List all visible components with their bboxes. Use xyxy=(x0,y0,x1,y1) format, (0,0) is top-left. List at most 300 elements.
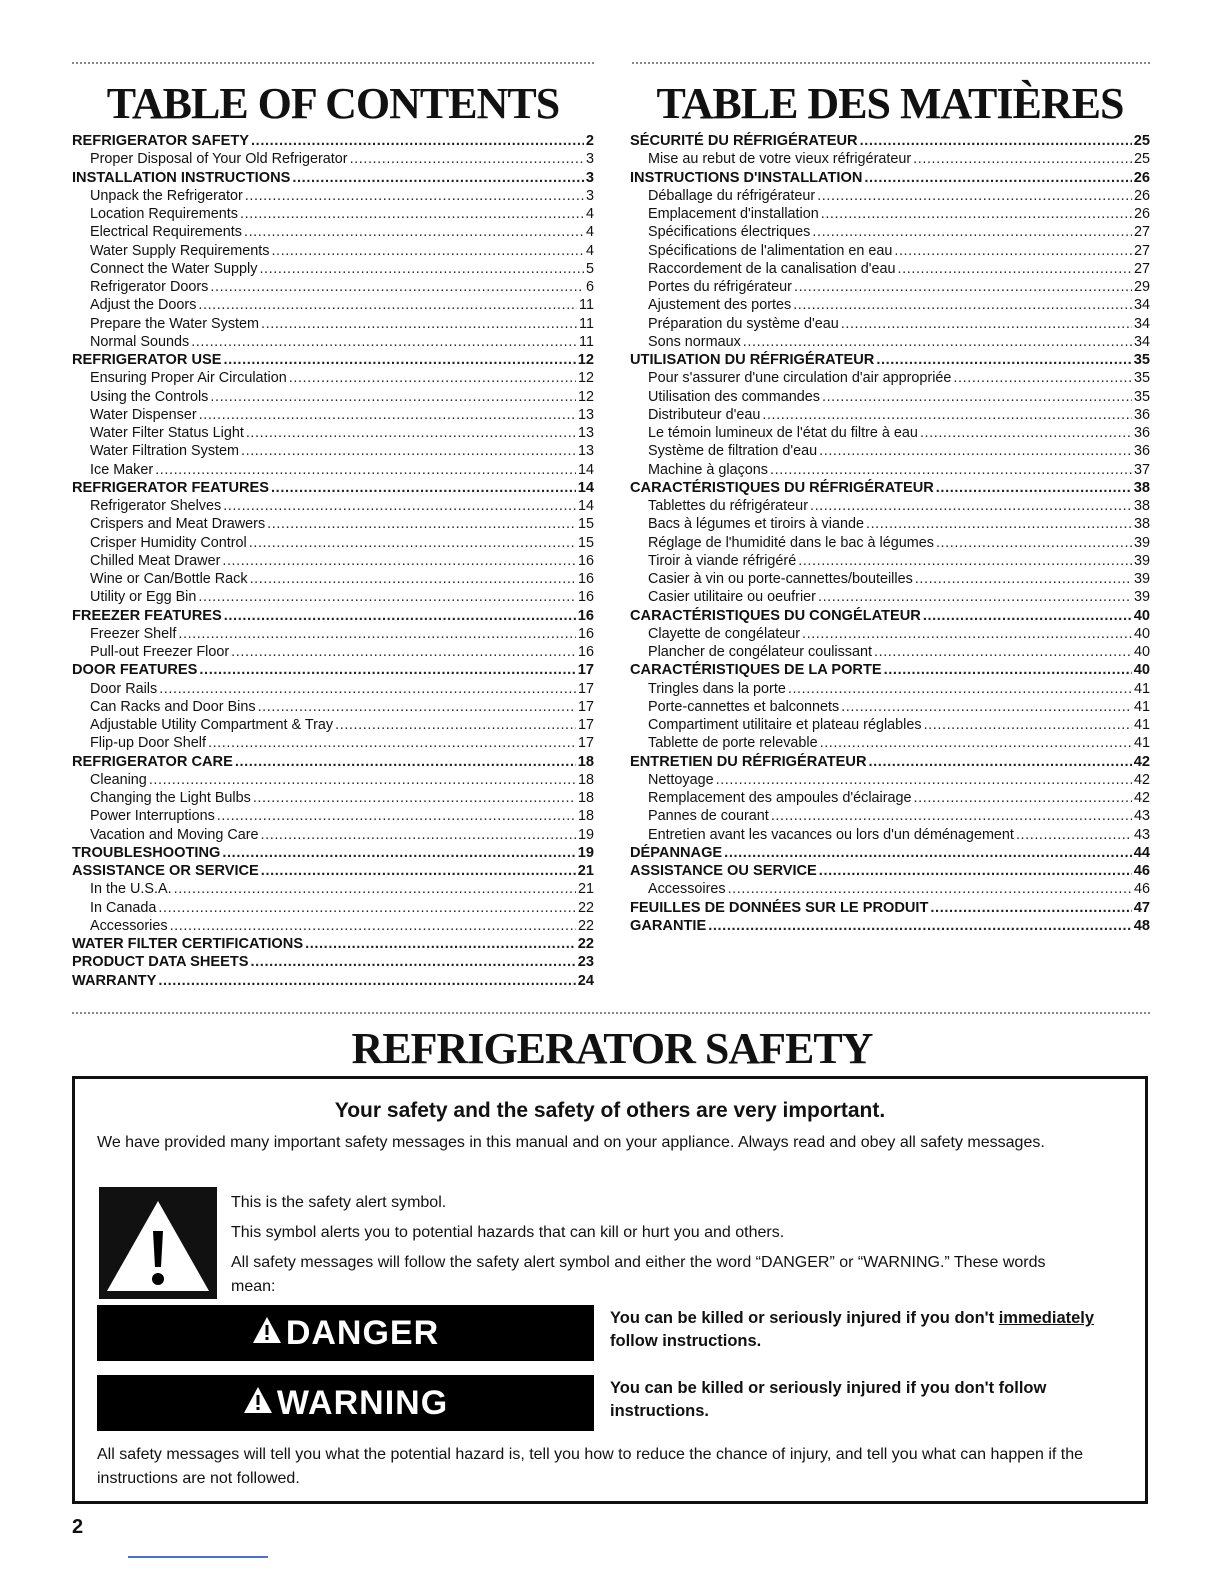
toc-entry xyxy=(72,479,594,497)
toc-entry-label: Nettoyage xyxy=(648,771,714,788)
toc-entry-label: INSTALLATION INSTRUCTIONS xyxy=(72,169,291,186)
toc-entry xyxy=(630,497,1150,515)
toc-entry xyxy=(630,607,1150,625)
toc-entry xyxy=(630,734,1150,752)
toc-entry xyxy=(630,807,1150,825)
toc-entry-label: Wine or Can/Bottle Rack xyxy=(90,571,248,587)
alert-line: All safety messages will follow the safety alert symbol and either the word “DANGER” or “WARNING.” These words mean: xyxy=(231,1254,1046,1295)
toc-leader-dots xyxy=(798,552,1132,570)
toc-entry-label: Accessoires xyxy=(648,881,726,898)
toc-entry-page: 39 xyxy=(1133,571,1150,587)
safety-alert-icon xyxy=(99,1187,217,1299)
danger-word: DANGER xyxy=(285,1313,440,1352)
toc-entry-label: REFRIGERATOR CARE xyxy=(72,753,233,770)
toc-leader-dots xyxy=(251,132,584,150)
toc-entry xyxy=(630,698,1150,716)
toc-leader-dots xyxy=(208,734,576,752)
toc-entry xyxy=(72,424,594,442)
toc-entry-label: Door Rails xyxy=(90,680,158,697)
toc-entry-page: 17 xyxy=(577,735,594,752)
toc-entry-page: 41 xyxy=(1133,717,1150,733)
toc-leader-dots xyxy=(708,917,1132,935)
toc-entry xyxy=(630,333,1150,351)
toc-entry xyxy=(72,917,594,935)
toc-leader-dots xyxy=(788,680,1132,698)
toc-entry xyxy=(72,260,594,278)
toc-entry xyxy=(630,406,1150,424)
toc-entry-page: 39 xyxy=(1133,534,1150,551)
toc-entry-page: 12 xyxy=(577,388,594,405)
toc-entry-label: Adjust the Doors xyxy=(90,297,197,314)
toc-french xyxy=(630,78,1150,935)
toc-entry xyxy=(72,716,594,734)
toc-entry-label: Unpack the Refrigerator xyxy=(90,187,243,204)
toc-leader-dots xyxy=(874,643,1132,661)
toc-leader-dots xyxy=(818,588,1132,606)
toc-entry xyxy=(630,223,1150,241)
toc-leader-dots xyxy=(224,607,576,625)
toc-entry xyxy=(72,625,594,643)
toc-entry-label: Prepare the Water System xyxy=(90,315,260,332)
toc-entry xyxy=(630,461,1150,479)
page-number: 2 xyxy=(72,1516,84,1538)
toc-leader-dots xyxy=(770,461,1132,479)
toc-entry-label: Déballage du réfrigérateur xyxy=(648,187,816,204)
toc-entry xyxy=(630,661,1150,679)
mid-rule xyxy=(72,1012,1150,1014)
toc-entry-page: 41 xyxy=(1133,698,1150,715)
toc-leader-dots xyxy=(174,880,576,898)
toc-entry-page: 40 xyxy=(1133,625,1150,642)
toc-leader-dots xyxy=(920,424,1132,442)
toc-leader-dots xyxy=(817,187,1132,205)
toc-entry-page: 26 xyxy=(1133,169,1150,186)
toc-entry-label: Le témoin lumineux de l'état du filtre à eau xyxy=(648,425,918,441)
toc-entry-page: 27 xyxy=(1133,260,1150,277)
toc-leader-dots xyxy=(198,296,577,314)
toc-entry-page: 34 xyxy=(1133,297,1150,314)
toc-entry-label: FREEZER FEATURES xyxy=(72,607,222,624)
toc-entry-page: 17 xyxy=(577,680,594,697)
toc-entry xyxy=(72,315,594,333)
toc-entry-label: Location Requirements xyxy=(90,206,238,222)
toc-leader-dots xyxy=(149,771,576,789)
toc-entry-page: 41 xyxy=(1133,680,1150,697)
toc-leader-dots xyxy=(894,242,1132,260)
toc-entry xyxy=(72,169,594,187)
toc-entry xyxy=(72,132,594,150)
toc-entry-label: Casier utilitaire ou oeufrier xyxy=(648,589,816,606)
toc-entry xyxy=(630,296,1150,314)
toc-leader-dots xyxy=(235,753,576,771)
toc-entry-page: 35 xyxy=(1133,388,1150,405)
safety-title: REFRIGERATOR SAFETY xyxy=(351,1024,873,1073)
toc-leader-dots xyxy=(728,880,1132,898)
toc-leader-dots xyxy=(923,607,1132,625)
toc-entry xyxy=(630,260,1150,278)
toc-entry-page: 29 xyxy=(1133,279,1150,295)
toc-entry-label: Machine à glaçons xyxy=(648,461,768,478)
toc-entry-label: REFRIGERATOR FEATURES xyxy=(72,479,270,496)
toc-leader-dots xyxy=(350,150,584,168)
toc-entry xyxy=(72,643,594,661)
toc-entry xyxy=(630,442,1150,460)
toc-leader-dots xyxy=(864,169,1131,187)
top-rule-left xyxy=(72,62,594,64)
toc-entry xyxy=(72,296,594,314)
toc-entry-page: 44 xyxy=(1133,844,1150,861)
toc-entry-label: DÉPANNAGE xyxy=(630,844,723,861)
toc-entry-page: 21 xyxy=(577,863,594,879)
toc-entry-page: 18 xyxy=(577,790,594,806)
toc-entry-page: 41 xyxy=(1133,735,1150,752)
toc-entry-label: Can Racks and Door Bins xyxy=(90,698,256,715)
warning-triangle-icon xyxy=(243,1384,273,1423)
toc-entry-label: Ajustement des portes xyxy=(648,297,792,314)
toc-entry-page: 38 xyxy=(1133,516,1150,533)
toc-entry-page: 15 xyxy=(577,534,594,551)
toc-entry-label: Water Dispenser xyxy=(90,406,197,423)
toc-entry xyxy=(630,880,1150,898)
toc-entry xyxy=(630,479,1150,497)
toc-entry-label: Cleaning xyxy=(90,771,147,788)
toc-leader-dots xyxy=(258,698,576,716)
toc-entry-page: 22 xyxy=(577,917,594,934)
toc-entry xyxy=(630,588,1150,606)
toc-entry-page: 39 xyxy=(1133,589,1150,606)
toc-leader-dots xyxy=(245,187,584,205)
toc-entry-label: Crispers and Meat Drawers xyxy=(90,516,266,533)
toc-entry-label: INSTRUCTIONS D'INSTALLATION xyxy=(630,169,863,186)
toc-entry-label: Pour s'assurer d'une circulation d'air appropriée xyxy=(648,370,952,387)
toc-entry-page: 16 xyxy=(577,644,594,660)
toc-entry-label: DOOR FEATURES xyxy=(72,662,198,679)
toc-leader-dots xyxy=(868,753,1131,771)
toc-entry-page: 36 xyxy=(1133,425,1150,441)
toc-entry-page: 27 xyxy=(1133,224,1150,241)
toc-entry xyxy=(72,899,594,917)
toc-leader-dots xyxy=(794,278,1132,296)
toc-entry-page: 12 xyxy=(577,352,594,368)
toc-english xyxy=(72,78,594,990)
toc-leader-dots xyxy=(821,205,1132,223)
toc-leader-dots xyxy=(822,388,1132,406)
toc-entry-page: 34 xyxy=(1133,333,1150,350)
toc-entry-page: 13 xyxy=(577,443,594,460)
toc-entry xyxy=(630,917,1150,935)
toc-entry-page: 14 xyxy=(577,479,594,496)
toc-leader-dots xyxy=(898,260,1132,278)
toc-entry-label: Sons normaux xyxy=(648,333,741,350)
toc-leader-dots xyxy=(812,223,1132,241)
toc-entry-page: 11 xyxy=(579,333,594,350)
toc-leader-dots xyxy=(158,899,576,917)
toc-leader-dots xyxy=(913,150,1132,168)
toc-entry xyxy=(72,661,594,679)
toc-entry xyxy=(72,807,594,825)
danger-signal-bar xyxy=(97,1305,594,1361)
toc-entry-page: 47 xyxy=(1133,899,1150,916)
toc-entry-page: 46 xyxy=(1133,881,1150,898)
toc-entry-label: Clayette de congélateur xyxy=(648,625,801,642)
toc-entry xyxy=(72,242,594,260)
toc-leader-dots xyxy=(158,972,575,990)
toc-entry-label: Refrigerator Doors xyxy=(90,279,209,295)
toc-entry-page: 38 xyxy=(1133,479,1150,496)
toc-leader-dots xyxy=(819,862,1132,880)
toc-entry xyxy=(630,789,1150,807)
toc-entry-page: 36 xyxy=(1133,443,1150,460)
toc-entry-page: 13 xyxy=(577,425,594,441)
toc-entry xyxy=(72,698,594,716)
toc-entry-label: Electrical Requirements xyxy=(90,224,242,241)
toc-entry xyxy=(72,844,594,862)
toc-entry-page: 16 xyxy=(577,625,594,642)
toc-leader-dots xyxy=(819,442,1132,460)
toc-entry xyxy=(630,169,1150,187)
toc-entry xyxy=(630,278,1150,296)
toc-fr-title: TABLE DES MATIÈRES xyxy=(656,79,1124,128)
toc-entry xyxy=(72,223,594,241)
toc-leader-dots xyxy=(253,789,576,807)
toc-entry-page: 19 xyxy=(577,844,594,861)
toc-leader-dots xyxy=(724,844,1132,862)
toc-entry-page: 18 xyxy=(577,753,594,770)
toc-leader-dots xyxy=(1016,826,1132,844)
toc-entry-page: 14 xyxy=(577,498,594,514)
danger-text-b: follow instructions. xyxy=(610,1332,762,1350)
toc-en-title: TABLE OF CONTENTS xyxy=(106,79,560,128)
toc-leader-dots xyxy=(231,643,576,661)
toc-leader-dots xyxy=(246,424,576,442)
toc-entry-page: 35 xyxy=(1133,370,1150,387)
toc-entry-page: 25 xyxy=(1133,151,1150,168)
toc-entry xyxy=(72,734,594,752)
toc-entry-label: REFRIGERATOR SAFETY xyxy=(72,133,250,149)
toc-leader-dots xyxy=(244,223,584,241)
toc-entry-page: 17 xyxy=(577,717,594,733)
toc-entry xyxy=(72,935,594,953)
toc-leader-dots xyxy=(762,406,1132,424)
toc-entry-page: 46 xyxy=(1133,863,1150,879)
toc-entry-label: Porte-cannettes et balconnets xyxy=(648,698,840,715)
toc-entry-label: Tringles dans la porte xyxy=(648,680,786,697)
toc-entry xyxy=(72,388,594,406)
toc-entry xyxy=(72,497,594,515)
toc-entry-label: Freezer Shelf xyxy=(90,625,177,642)
toc-entry xyxy=(630,351,1150,369)
toc-entry-page: 13 xyxy=(577,406,594,423)
toc-leader-dots xyxy=(250,953,575,971)
toc-entry xyxy=(72,588,594,606)
toc-entry-page: 34 xyxy=(1133,315,1150,332)
toc-entry-page: 36 xyxy=(1133,406,1150,423)
toc-entry xyxy=(630,862,1150,880)
toc-entry-label: Utilisation des commandes xyxy=(648,388,820,405)
toc-entry xyxy=(72,515,594,533)
toc-entry-label: Spécifications de l'alimentation en eau xyxy=(648,242,893,259)
toc-entry xyxy=(630,899,1150,917)
toc-leader-dots xyxy=(884,661,1132,679)
toc-entry-page: 16 xyxy=(577,552,594,569)
toc-entry-label: Tablettes du réfrigérateur xyxy=(648,498,808,514)
toc-entry-page: 19 xyxy=(577,826,594,843)
toc-leader-dots xyxy=(191,333,577,351)
toc-entry-label: Remplacement des ampoules d'éclairage xyxy=(648,790,912,806)
toc-entry-page: 22 xyxy=(577,899,594,916)
toc-leader-dots xyxy=(250,570,576,588)
toc-entry-page: 25 xyxy=(1133,133,1150,149)
toc-entry-label: Using the Controls xyxy=(90,388,209,405)
toc-leader-dots xyxy=(267,515,576,533)
toc-entry xyxy=(72,607,594,625)
toc-entry-page: 17 xyxy=(577,698,594,715)
toc-entry-label: Flip-up Door Shelf xyxy=(90,735,206,752)
danger-text xyxy=(610,1307,1130,1353)
toc-entry-page: 12 xyxy=(577,370,594,387)
toc-entry-label: In the U.S.A. xyxy=(90,881,172,898)
toc-entry-label: Spécifications électriques xyxy=(648,224,811,241)
toc-entry-page: 48 xyxy=(1133,917,1150,934)
toc-leader-dots xyxy=(936,534,1132,552)
toc-leader-dots xyxy=(259,260,584,278)
toc-entry xyxy=(72,150,594,168)
toc-entry xyxy=(72,680,594,698)
danger-text-a: You can be killed or seriously injured if you don't xyxy=(610,1309,999,1327)
toc-leader-dots xyxy=(793,296,1132,314)
toc-entry-label: Préparation du système d'eau xyxy=(648,315,839,332)
toc-entry xyxy=(630,844,1150,862)
toc-leader-dots xyxy=(924,716,1132,734)
toc-entry-label: UTILISATION DU RÉFRIGÉRATEUR xyxy=(630,352,875,368)
toc-entry-label: GARANTIE xyxy=(630,917,707,934)
toc-entry-page: 4 xyxy=(585,224,594,241)
toc-entry-label: Power Interruptions xyxy=(90,808,215,825)
toc-entry xyxy=(630,388,1150,406)
toc-leader-dots xyxy=(820,734,1132,752)
toc-entry xyxy=(72,351,594,369)
toc-entry-label: Bacs à légumes et tiroirs à viande xyxy=(648,516,864,533)
warning-word: WARNING xyxy=(276,1383,449,1422)
toc-leader-dots xyxy=(222,552,576,570)
toc-entry xyxy=(72,333,594,351)
footer-rule xyxy=(128,1556,268,1558)
toc-entry-label: CARACTÉRISTIQUES DE LA PORTE xyxy=(630,662,882,679)
toc-entry-label: Ice Maker xyxy=(90,461,154,478)
toc-entry-page: 43 xyxy=(1133,826,1150,843)
toc-entry-label: Utility or Egg Bin xyxy=(90,589,197,606)
toc-entry-label: Water Filter Status Light xyxy=(90,425,244,441)
alert-line: This symbol alerts you to potential hazards that can kill or hurt you and others. xyxy=(231,1224,785,1241)
toc-entry-label: WARRANTY xyxy=(72,972,157,989)
toc-leader-dots xyxy=(292,169,584,187)
toc-entry-page: 16 xyxy=(577,607,594,624)
toc-leader-dots xyxy=(261,862,576,880)
toc-entry-label: Mise au rebut de votre vieux réfrigérateur xyxy=(648,151,912,168)
toc-leader-dots xyxy=(936,479,1132,497)
toc-leader-dots xyxy=(866,515,1132,533)
toc-entry-label: Pannes de courant xyxy=(648,808,769,825)
toc-leader-dots xyxy=(217,807,576,825)
toc-entry-page: 2 xyxy=(585,133,594,149)
toc-entry-label: Plancher de congélateur coulissant xyxy=(648,644,872,660)
toc-leader-dots xyxy=(915,570,1132,588)
toc-leader-dots xyxy=(241,442,576,460)
toc-entry-label: PRODUCT DATA SHEETS xyxy=(72,954,249,971)
toc-entry-label: ASSISTANCE OU SERVICE xyxy=(630,863,817,879)
toc-entry-page: 6 xyxy=(585,279,594,295)
toc-leader-dots xyxy=(716,771,1132,789)
toc-leader-dots xyxy=(271,479,576,497)
toc-leader-dots xyxy=(261,315,577,333)
alert-lines xyxy=(231,1191,1131,1305)
toc-leader-dots xyxy=(240,205,584,223)
toc-entry-page: 3 xyxy=(585,187,594,204)
toc-entry-label: Connect the Water Supply xyxy=(90,260,258,277)
toc-leader-dots xyxy=(743,333,1132,351)
toc-entry-label: In Canada xyxy=(90,899,157,916)
toc-leader-dots xyxy=(199,406,576,424)
toc-entry-page: 16 xyxy=(577,589,594,606)
toc-entry xyxy=(630,625,1150,643)
toc-leader-dots xyxy=(289,369,576,387)
toc-leader-dots xyxy=(261,826,576,844)
toc-entry-label: Casier à vin ou porte-cannettes/bouteilles xyxy=(648,571,913,587)
toc-entry-label: Crisper Humidity Control xyxy=(90,534,247,551)
toc-entry-label: Changing the Light Bulbs xyxy=(90,790,251,806)
toc-leader-dots xyxy=(223,497,576,515)
toc-entry xyxy=(72,461,594,479)
toc-entry xyxy=(630,643,1150,661)
toc-entry xyxy=(72,570,594,588)
toc-leader-dots xyxy=(810,497,1132,515)
toc-entry-label: Water Filtration System xyxy=(90,443,240,460)
toc-entry-page: 5 xyxy=(585,260,594,277)
toc-entry-page: 14 xyxy=(577,461,594,478)
toc-leader-dots xyxy=(249,534,576,552)
toc-leader-dots xyxy=(305,935,576,953)
toc-entry-page: 26 xyxy=(1133,206,1150,222)
toc-leader-dots xyxy=(198,588,576,606)
toc-entry xyxy=(72,205,594,223)
toc-entry-label: Water Supply Requirements xyxy=(90,242,270,259)
toc-leader-dots xyxy=(159,680,576,698)
warning-signal-bar xyxy=(97,1375,594,1431)
toc-leader-dots xyxy=(914,789,1132,807)
toc-entry-page: 43 xyxy=(1133,808,1150,825)
toc-entry-label: TROUBLESHOOTING xyxy=(72,844,221,861)
toc-entry-page: 40 xyxy=(1133,662,1150,679)
safety-closing: All safety messages will tell you what the potential hazard is, tell you how to reduce the chance of injury, and tell you what can happen if the instructions are not followed. xyxy=(97,1446,1084,1487)
toc-leader-dots xyxy=(223,351,575,369)
toc-entry-page: 4 xyxy=(585,206,594,222)
toc-entry xyxy=(72,753,594,771)
toc-entry-page: 18 xyxy=(577,808,594,825)
toc-entry-page: 38 xyxy=(1133,498,1150,514)
toc-entry xyxy=(72,278,594,296)
toc-entry-label: Raccordement de la canalisation d'eau xyxy=(648,260,896,277)
toc-leader-dots xyxy=(199,661,575,679)
toc-entry xyxy=(72,534,594,552)
toc-entry-label: Portes du réfrigérateur xyxy=(648,279,792,295)
toc-entry-label: Chilled Meat Drawer xyxy=(90,552,221,569)
toc-entry-label: Pull-out Freezer Floor xyxy=(90,644,230,660)
toc-entry-label: Normal Sounds xyxy=(90,333,190,350)
toc-entry-label: Compartiment utilitaire et plateau réglables xyxy=(648,717,922,733)
toc-entry xyxy=(72,972,594,990)
toc-entry xyxy=(630,424,1150,442)
toc-entry-label: Adjustable Utility Compartment & Tray xyxy=(90,717,334,733)
